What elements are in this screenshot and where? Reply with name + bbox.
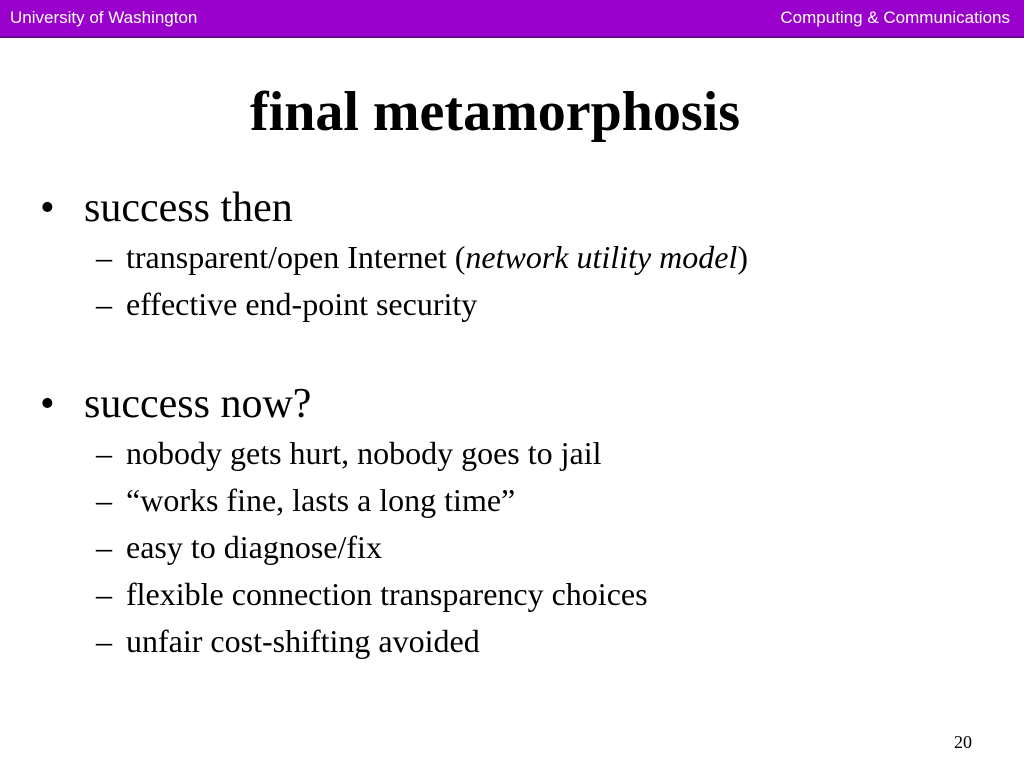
- subitem-text-end: ): [737, 239, 749, 275]
- bullet-marker: •: [40, 381, 55, 427]
- subitem-text: easy to diagnose/fix: [126, 529, 382, 565]
- subitem-transparent-open-internet: [40, 234, 748, 281]
- header-org-name: University of Washington: [10, 8, 198, 27]
- subitem-text: transparent/open Internet (: [126, 239, 466, 275]
- dash-marker: –: [96, 482, 112, 518]
- subitem-easy-to-diagnose: [40, 524, 648, 571]
- subitem-text: unfair cost-shifting avoided: [126, 623, 480, 659]
- dash-marker: –: [96, 239, 112, 275]
- header-department-name: Computing & Communications: [780, 8, 1010, 27]
- bullet-marker: •: [40, 185, 55, 231]
- subitem-text: “works fine, lasts a long time”: [126, 482, 516, 518]
- header-divider: [0, 36, 1024, 38]
- header-bar: [0, 0, 1024, 36]
- subitem-flexible-transparency: [40, 571, 648, 618]
- bullet-group-success-then: [40, 182, 748, 328]
- subitem-end-point-security: [40, 281, 748, 328]
- dash-marker: –: [96, 623, 112, 659]
- subitem-works-fine: [40, 477, 648, 524]
- dash-marker: –: [96, 529, 112, 565]
- bullet-group-success-now: [40, 378, 648, 665]
- dash-marker: –: [96, 286, 112, 322]
- bullet-success-now: [40, 378, 648, 430]
- bullet-label: success now?: [84, 381, 312, 427]
- dash-marker: –: [96, 576, 112, 612]
- subitem-nobody-gets-hurt: [40, 430, 648, 477]
- subitem-italic-text: network utility model: [465, 239, 738, 275]
- subitem-text: effective end-point security: [126, 286, 478, 322]
- subitem-text: nobody gets hurt, nobody goes to jail: [126, 435, 602, 471]
- bullet-success-then: [40, 182, 748, 234]
- dash-marker: –: [96, 435, 112, 471]
- subitem-text: flexible connection transparency choices: [126, 576, 648, 612]
- subitem-cost-shifting: [40, 618, 648, 665]
- page-number: 20: [954, 732, 972, 752]
- slide-title: final metamorphosis: [250, 81, 740, 143]
- bullet-label: success then: [84, 185, 293, 231]
